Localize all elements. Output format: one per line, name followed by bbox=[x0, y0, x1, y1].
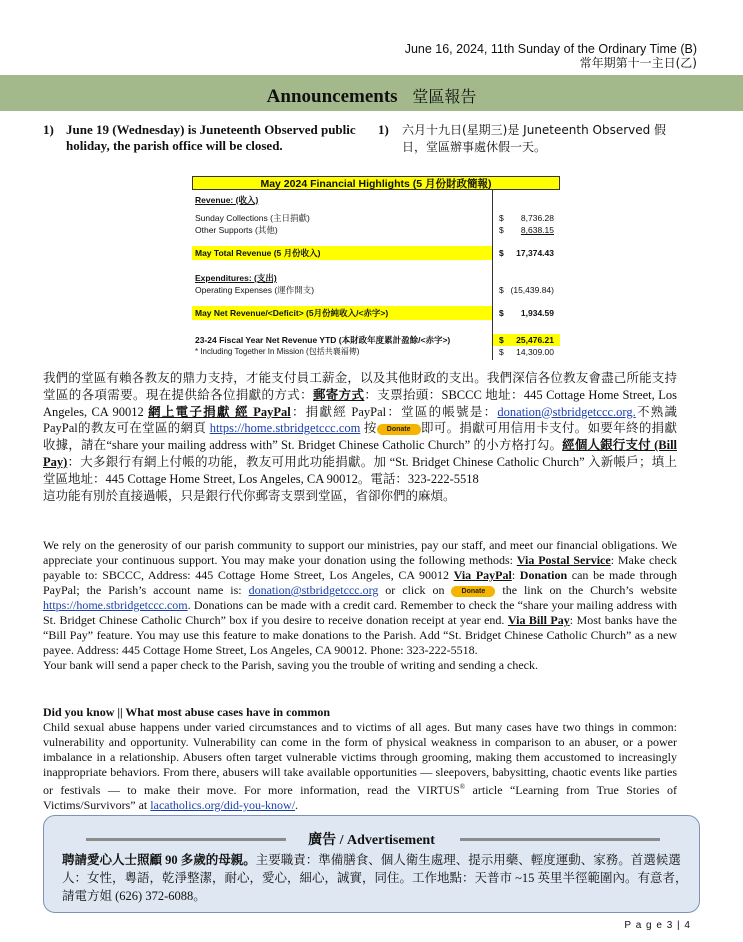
ytd-label: 23-24 Fiscal Year Net Revenue YTD (本財政年度累計盈餘/<赤字>) bbox=[195, 335, 451, 345]
mail-method-label: 郵寄方式 bbox=[312, 387, 365, 402]
email-link[interactable]: donation@stbridgetccc.org. bbox=[497, 404, 636, 419]
billpay-method-label: Via Bill Pay bbox=[507, 613, 570, 627]
table-row bbox=[192, 224, 560, 236]
abuse-title: Did you know || What most abuse cases have in common bbox=[43, 705, 331, 719]
email-link[interactable]: donation@stbridgetccc.org bbox=[248, 583, 379, 597]
row-amount: 8,736.28 bbox=[520, 213, 554, 223]
abuse-awareness-section bbox=[43, 705, 677, 813]
financial-highlights-table bbox=[192, 176, 560, 360]
total-revenue-currency: $ bbox=[499, 248, 504, 258]
donation-paragraph-en bbox=[43, 538, 677, 673]
text-run: 這功能有別於直接過帳，只是銀行代你郵寄支票到堂區，省卻你們的麻煩。 bbox=[43, 488, 456, 503]
lacatholics-link[interactable]: lacatholics.org/did-you-know/ bbox=[150, 798, 296, 812]
text-run: ：支票抬頭：SBCCC 地址：445 Cottage Home Street, Los Angeles, CA 90012 bbox=[43, 387, 677, 419]
registered-mark: ® bbox=[459, 783, 466, 791]
ad-text bbox=[62, 851, 690, 905]
banner-title-zh: 堂區報告 bbox=[412, 87, 477, 106]
donation-paragraph-zh bbox=[43, 370, 677, 504]
date-header bbox=[405, 42, 697, 70]
ytd-amount: 25,476.21 bbox=[516, 335, 554, 345]
revenue-header: Revenue: (收入) bbox=[195, 195, 259, 205]
mission-currency: $ bbox=[499, 347, 504, 357]
row-currency: $ bbox=[499, 225, 504, 235]
donate-button[interactable]: Donate bbox=[451, 586, 495, 597]
item-number-en: 1) bbox=[43, 122, 54, 137]
text-run: : Most banks have the “Bill Pay” feature. You may use this feature to make donations to the Parish. Add “St. Bridget Chinese Catholic Church” as a new payee. Address: 445 Cottage Home Street, Los Angeles, CA 90012. Phone: 323-222-5518. bbox=[43, 613, 677, 657]
banner-title bbox=[0, 84, 743, 108]
total-revenue-amount: 17,374.43 bbox=[516, 248, 554, 258]
website-link[interactable]: https://home.stbridgetccc.com bbox=[209, 421, 361, 436]
financial-title: May 2024 Financial Highlights (5 月份財政簡報) bbox=[192, 176, 560, 190]
ad-lead: 聘請愛心人士照顧 90 多歲的母親。 bbox=[62, 853, 256, 867]
mail-method-label: Via Postal Service bbox=[516, 553, 611, 567]
item-en-text: June 19 (Wednesday) is Juneteenth Observed public holiday, the parish office will be closed. bbox=[66, 122, 356, 153]
website-link[interactable]: https://home.stbridgetccc.com bbox=[43, 598, 188, 612]
abuse-body: Child sexual abuse happens under varied circumstances and to victims of all ages. But many cases have two things in common: vulnerability and opportunity. Vulnerability can come in the form of physical weakness in comparison to an abuser, or a power imbalance in a relationship. Abusers often target vulnerable victims through grooming, making them accustomed to increasingly inappropriate behaviors. From there, abusers will take available opportunities — sleepovers, babysitting, chaotic events like parties or festivals — to make their move. For more information, read the VIRTUS bbox=[43, 720, 677, 797]
total-revenue-label: May Total Revenue (5 月份收入) bbox=[195, 248, 321, 258]
operating-amount: (15,439.84) bbox=[510, 285, 554, 295]
ad-body: 主要職責：準備膳食、個人衛生處理、提示用藥、輕度運動、家務。首選候選人：女性，粵語，乾淨整潔，耐心，愛心，細心，誠實，同住。工作地點：天普市 ~15 英里半徑範圍內。有意者，請電方姐 (626) 372-6088。 bbox=[62, 853, 688, 903]
text-run: ：大多銀行有網上付帳的功能，教友可用此功能捐獻。加 “St. Bridget Chinese Catholic Church” 入新帳戶；填上堂區地址：445 Cottage Home Street, Los Angeles, CA 90012。電話：323-222-5518 bbox=[43, 454, 677, 486]
ytd-currency: $ bbox=[499, 335, 504, 345]
text-run: can be made through PayPal; the Parish’s account name is: bbox=[43, 568, 677, 597]
expenditures-header: Expenditures: (支出) bbox=[195, 273, 277, 283]
operating-label: Operating Expenses (運作開支) bbox=[195, 285, 315, 295]
text-run: 即可。捐獻可用信用卡支付。如要年終的捐獻收據，請在“share your mailing address with” St. Bridget Chinese Catholic Church” 的小方格打勾。 bbox=[43, 421, 678, 453]
row-currency: $ bbox=[499, 213, 504, 223]
operating-row bbox=[192, 284, 560, 296]
date-line: June 16, 2024, 11th Sunday of the Ordinary Time (B) bbox=[404, 42, 697, 56]
paypal-method-label: 網上電子捐獻 經 PayPal bbox=[148, 404, 291, 419]
expenditures-header-row bbox=[192, 272, 560, 284]
operating-currency: $ bbox=[499, 285, 504, 295]
mission-amount: 14,309.00 bbox=[516, 347, 554, 357]
text-run: or click on bbox=[378, 583, 452, 597]
ytd-row bbox=[192, 334, 560, 346]
text-run: 按 bbox=[363, 421, 377, 436]
donate-button[interactable]: Donate bbox=[377, 424, 421, 435]
text-run: Your bank will send a paper check to the Parish, saving you the trouble of writing and sending a check. bbox=[43, 658, 538, 672]
banner-title-en: Announcements bbox=[266, 86, 398, 107]
row-amount: 8,638.15 bbox=[520, 225, 554, 235]
ad-title: 廣告 / Advertisement bbox=[308, 833, 435, 848]
abuse-body-2: article “Learning from True Stories of Victims/Survivors” at bbox=[43, 783, 677, 812]
text-run: : bbox=[511, 568, 520, 582]
row-label: Other Supports (其他) bbox=[195, 225, 278, 235]
billpay-method-label: 經個人銀行支付 (Bill Pay) bbox=[43, 438, 678, 469]
text-run: : Make check payable to: SBCCC, Address: 445 Cottage Home Street, Los Angeles, CA 90012 bbox=[43, 553, 677, 582]
row-label: Sunday Collections (主日捐獻) bbox=[195, 213, 310, 223]
text-run: . bbox=[295, 798, 299, 812]
text-run: . Donations can be made with a credit card. Remember to check the “share your mailing address with St. Bridget Chinese Catholic Church” box if you desire to receive donation receipt at year end. bbox=[43, 598, 677, 627]
text-run: We rely on the generosity of our parish community to support our ministries, pay our staff, and meet our financial obligations. We appreciate your continuous support. You may make your donation using the following methods: bbox=[43, 538, 677, 567]
page-number: P a g e 3 | 4 bbox=[624, 920, 691, 931]
text-run: ：捐獻經 PayPal：堂區的帳號是： bbox=[290, 404, 498, 419]
paypal-method-label: Via PayPal bbox=[453, 568, 512, 582]
text-run: 不熟識 PayPal的教友可在堂區的網頁 bbox=[43, 404, 677, 436]
net-revenue-label: May Net Revenue/<Deficit> (5月份純收入/<赤字>) bbox=[195, 308, 389, 318]
table-row bbox=[192, 212, 560, 224]
item-zh-text: 六月十九日(星期三)是 Juneteenth Observed 假日，堂區辦事處休假一天。 bbox=[402, 123, 667, 154]
net-revenue-currency: $ bbox=[499, 308, 504, 318]
total-revenue-row bbox=[192, 246, 560, 260]
text-run: Donation bbox=[519, 568, 568, 582]
text-run: 我們的堂區有賴各教友的鼎力支持，才能支付員工薪金，以及其他財政的支出。我們深信各位教友會盡己所能支持堂區的各項需要。現在提供給各位捐獻的方式： bbox=[43, 371, 677, 402]
net-revenue-row bbox=[192, 306, 560, 320]
revenue-header-row bbox=[192, 194, 560, 206]
item-number-zh: 1) bbox=[378, 122, 389, 137]
net-revenue-amount: 1,934.59 bbox=[520, 308, 554, 318]
mission-row bbox=[192, 346, 560, 358]
text-run: the link on the Church’s website bbox=[495, 583, 677, 597]
mission-label: * Including Together In Mission (包括共襄福傳) bbox=[195, 347, 360, 356]
date-line-zh: 常年期第十一主日(乙) bbox=[579, 56, 697, 70]
